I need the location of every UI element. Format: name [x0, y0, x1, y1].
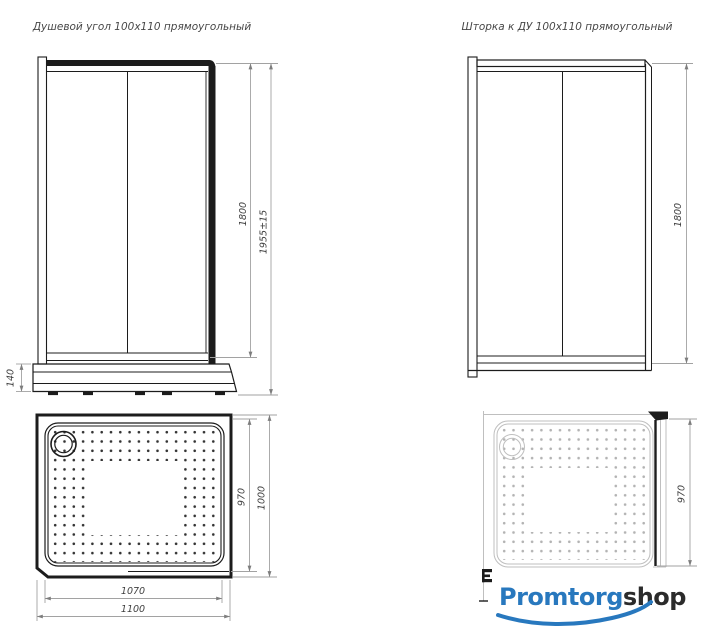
right-wall-profile — [209, 66, 216, 364]
logo-brand: Promtorg — [499, 583, 623, 611]
reference-tray-center — [527, 468, 614, 532]
tray-top-view — [37, 415, 231, 577]
logo-text — [499, 583, 686, 611]
tray-center — [88, 461, 184, 535]
dim-label-tray-inner-depth: 970 — [236, 487, 248, 507]
dim-label-base-height: 140 — [5, 368, 17, 388]
dim-label-door-depth: 970 — [676, 484, 688, 504]
dim-label-tray-inner-width: 1070 — [120, 586, 146, 597]
top-rail — [47, 60, 210, 66]
dim-label-door-panel-height: 1800 — [673, 202, 684, 228]
left-title: Душевой угол 100x110 прямоугольный — [32, 21, 252, 33]
right-title: Шторка к ДУ 100x110 прямоугольный — [461, 21, 673, 33]
dim-label-tray-outer-depth: 1000 — [256, 485, 268, 511]
dim-label-tray-outer-width: 1100 — [120, 604, 146, 615]
logo-suffix: shop — [622, 583, 686, 611]
dim-label-total-height: 1955±15 — [258, 209, 270, 255]
dim-label-door-height: 1800 — [238, 201, 249, 227]
